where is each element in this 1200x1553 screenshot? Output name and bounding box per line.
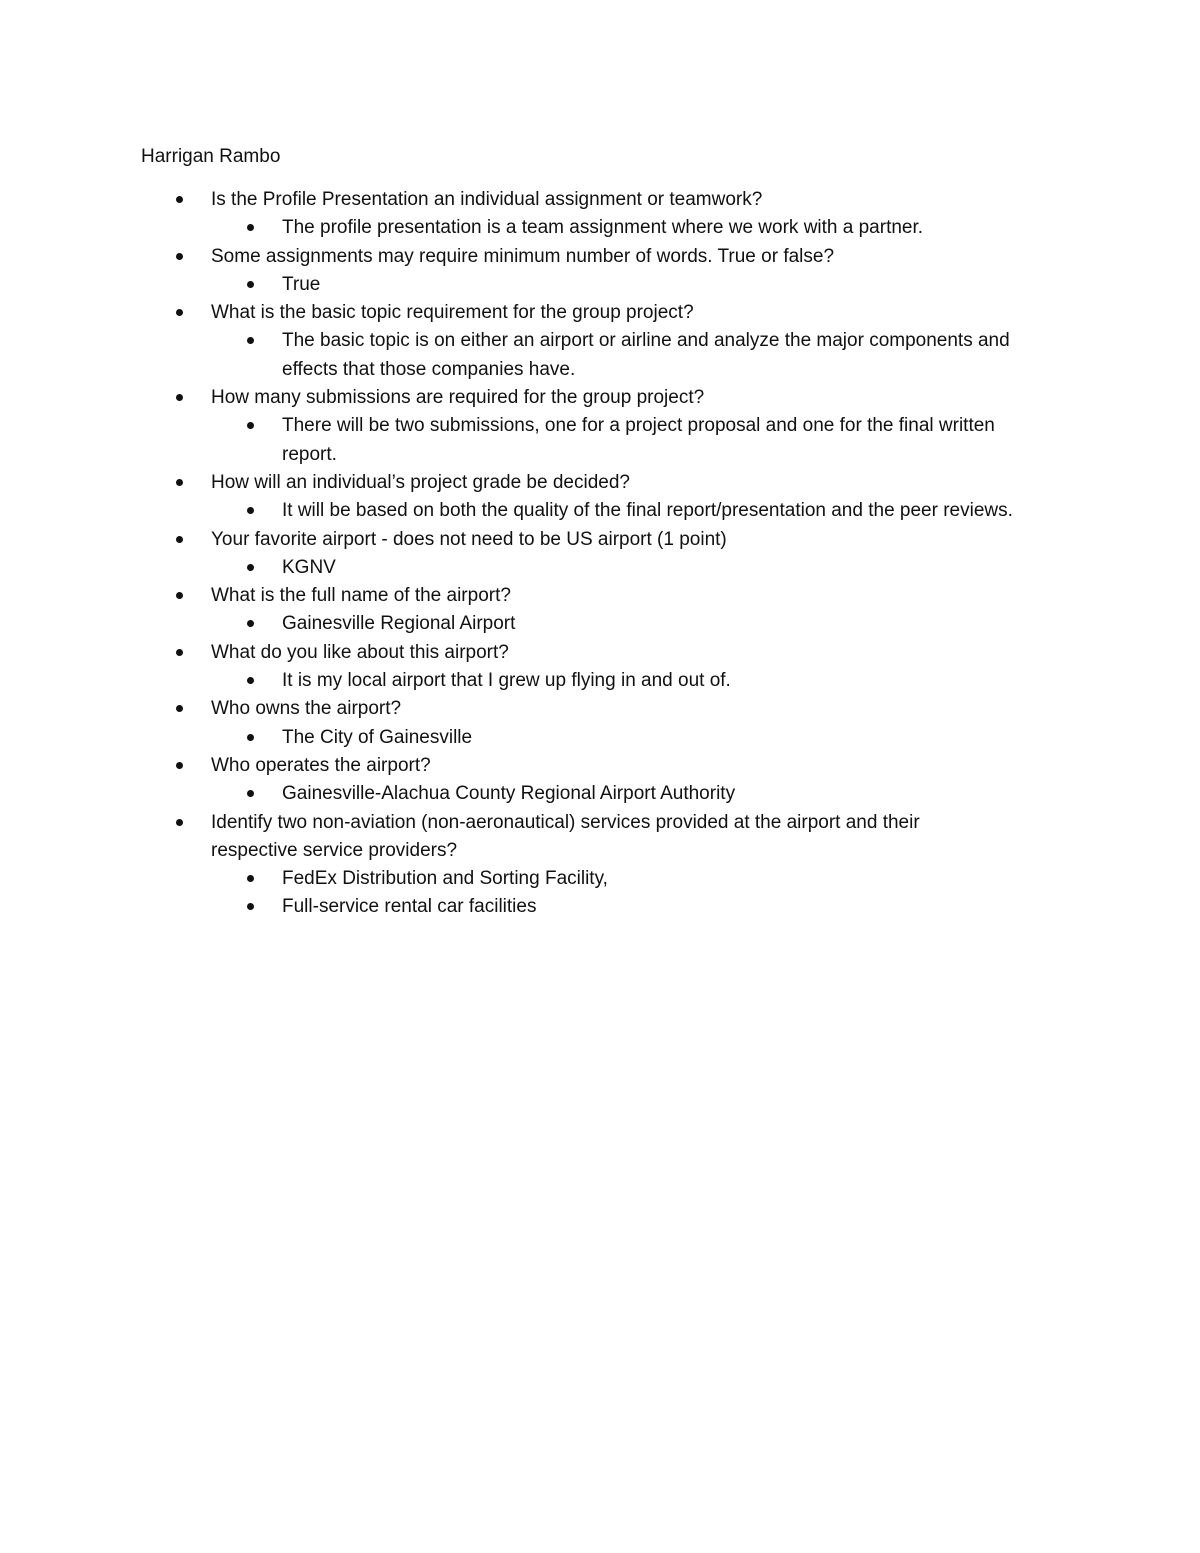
answer-item: The basic topic is on either an airport or airline and analyze the major components and effects that those companies have.	[0, 327, 1052, 384]
answer-item: KGNV	[0, 554, 1052, 582]
answer-list	[211, 667, 991, 695]
answer-list	[211, 865, 991, 922]
answer-item: The profile presentation is a team assignment where we work with a partner.	[0, 214, 1052, 242]
question-text: Some assignments may require minimum number of words. True or false?	[211, 245, 835, 267]
answer-list	[211, 554, 991, 582]
question-text: Identify two non-aviation (non-aeronautical) services provided at the airport and their respective service providers?	[211, 811, 920, 861]
question-text: Your favorite airport - does not need to be US airport (1 point)	[211, 528, 727, 550]
question-text: Who operates the airport?	[211, 754, 431, 776]
answer-item: It is my local airport that I grew up flying in and out of.	[0, 667, 1052, 695]
answer-list	[211, 724, 991, 752]
question-text: What is the full name of the airport?	[211, 585, 511, 607]
question-text: How will an individual’s project grade be decided?	[211, 471, 630, 493]
answer-list	[211, 610, 991, 638]
question-text: Who owns the airport?	[211, 698, 402, 720]
question-item	[0, 582, 991, 639]
question-item	[0, 752, 991, 809]
question-list	[0, 186, 1200, 922]
answer-list	[211, 780, 991, 808]
question-item	[0, 243, 991, 300]
answer-item: There will be two submissions, one for a project proposal and one for the final written report.	[0, 412, 1052, 469]
answer-item: The City of Gainesville	[0, 724, 1052, 752]
question-item	[0, 469, 1013, 526]
question-item	[0, 526, 991, 583]
question-item	[0, 639, 991, 696]
question-text: What do you like about this airport?	[211, 641, 509, 663]
question-item	[0, 809, 991, 922]
answer-item: Full-service rental car facilities	[0, 893, 1052, 921]
question-text: How many submissions are required for the group project?	[211, 387, 705, 409]
answer-list	[211, 271, 991, 299]
answer-list	[211, 412, 995, 469]
answer-item: It will be based on both the quality of the final report/presentation and the peer reviews.	[0, 497, 1052, 525]
answer-list	[211, 214, 991, 242]
answer-list	[211, 327, 1010, 384]
question-item	[0, 186, 991, 243]
answer-list	[211, 497, 1013, 525]
question-item	[0, 695, 991, 752]
question-item	[0, 384, 995, 469]
question-text: Is the Profile Presentation an individual assignment or teamwork?	[211, 189, 763, 210]
answer-item: FedEx Distribution and Sorting Facility,	[0, 865, 1052, 893]
answer-item: Gainesville-Alachua County Regional Airport Authority	[0, 780, 1052, 808]
answer-item: Gainesville Regional Airport	[0, 610, 1052, 638]
author-name: Harrigan Rambo	[141, 146, 281, 167]
question-item	[0, 299, 1010, 384]
answer-item: True	[0, 271, 1052, 299]
question-text: What is the basic topic requirement for the group project?	[211, 302, 694, 324]
